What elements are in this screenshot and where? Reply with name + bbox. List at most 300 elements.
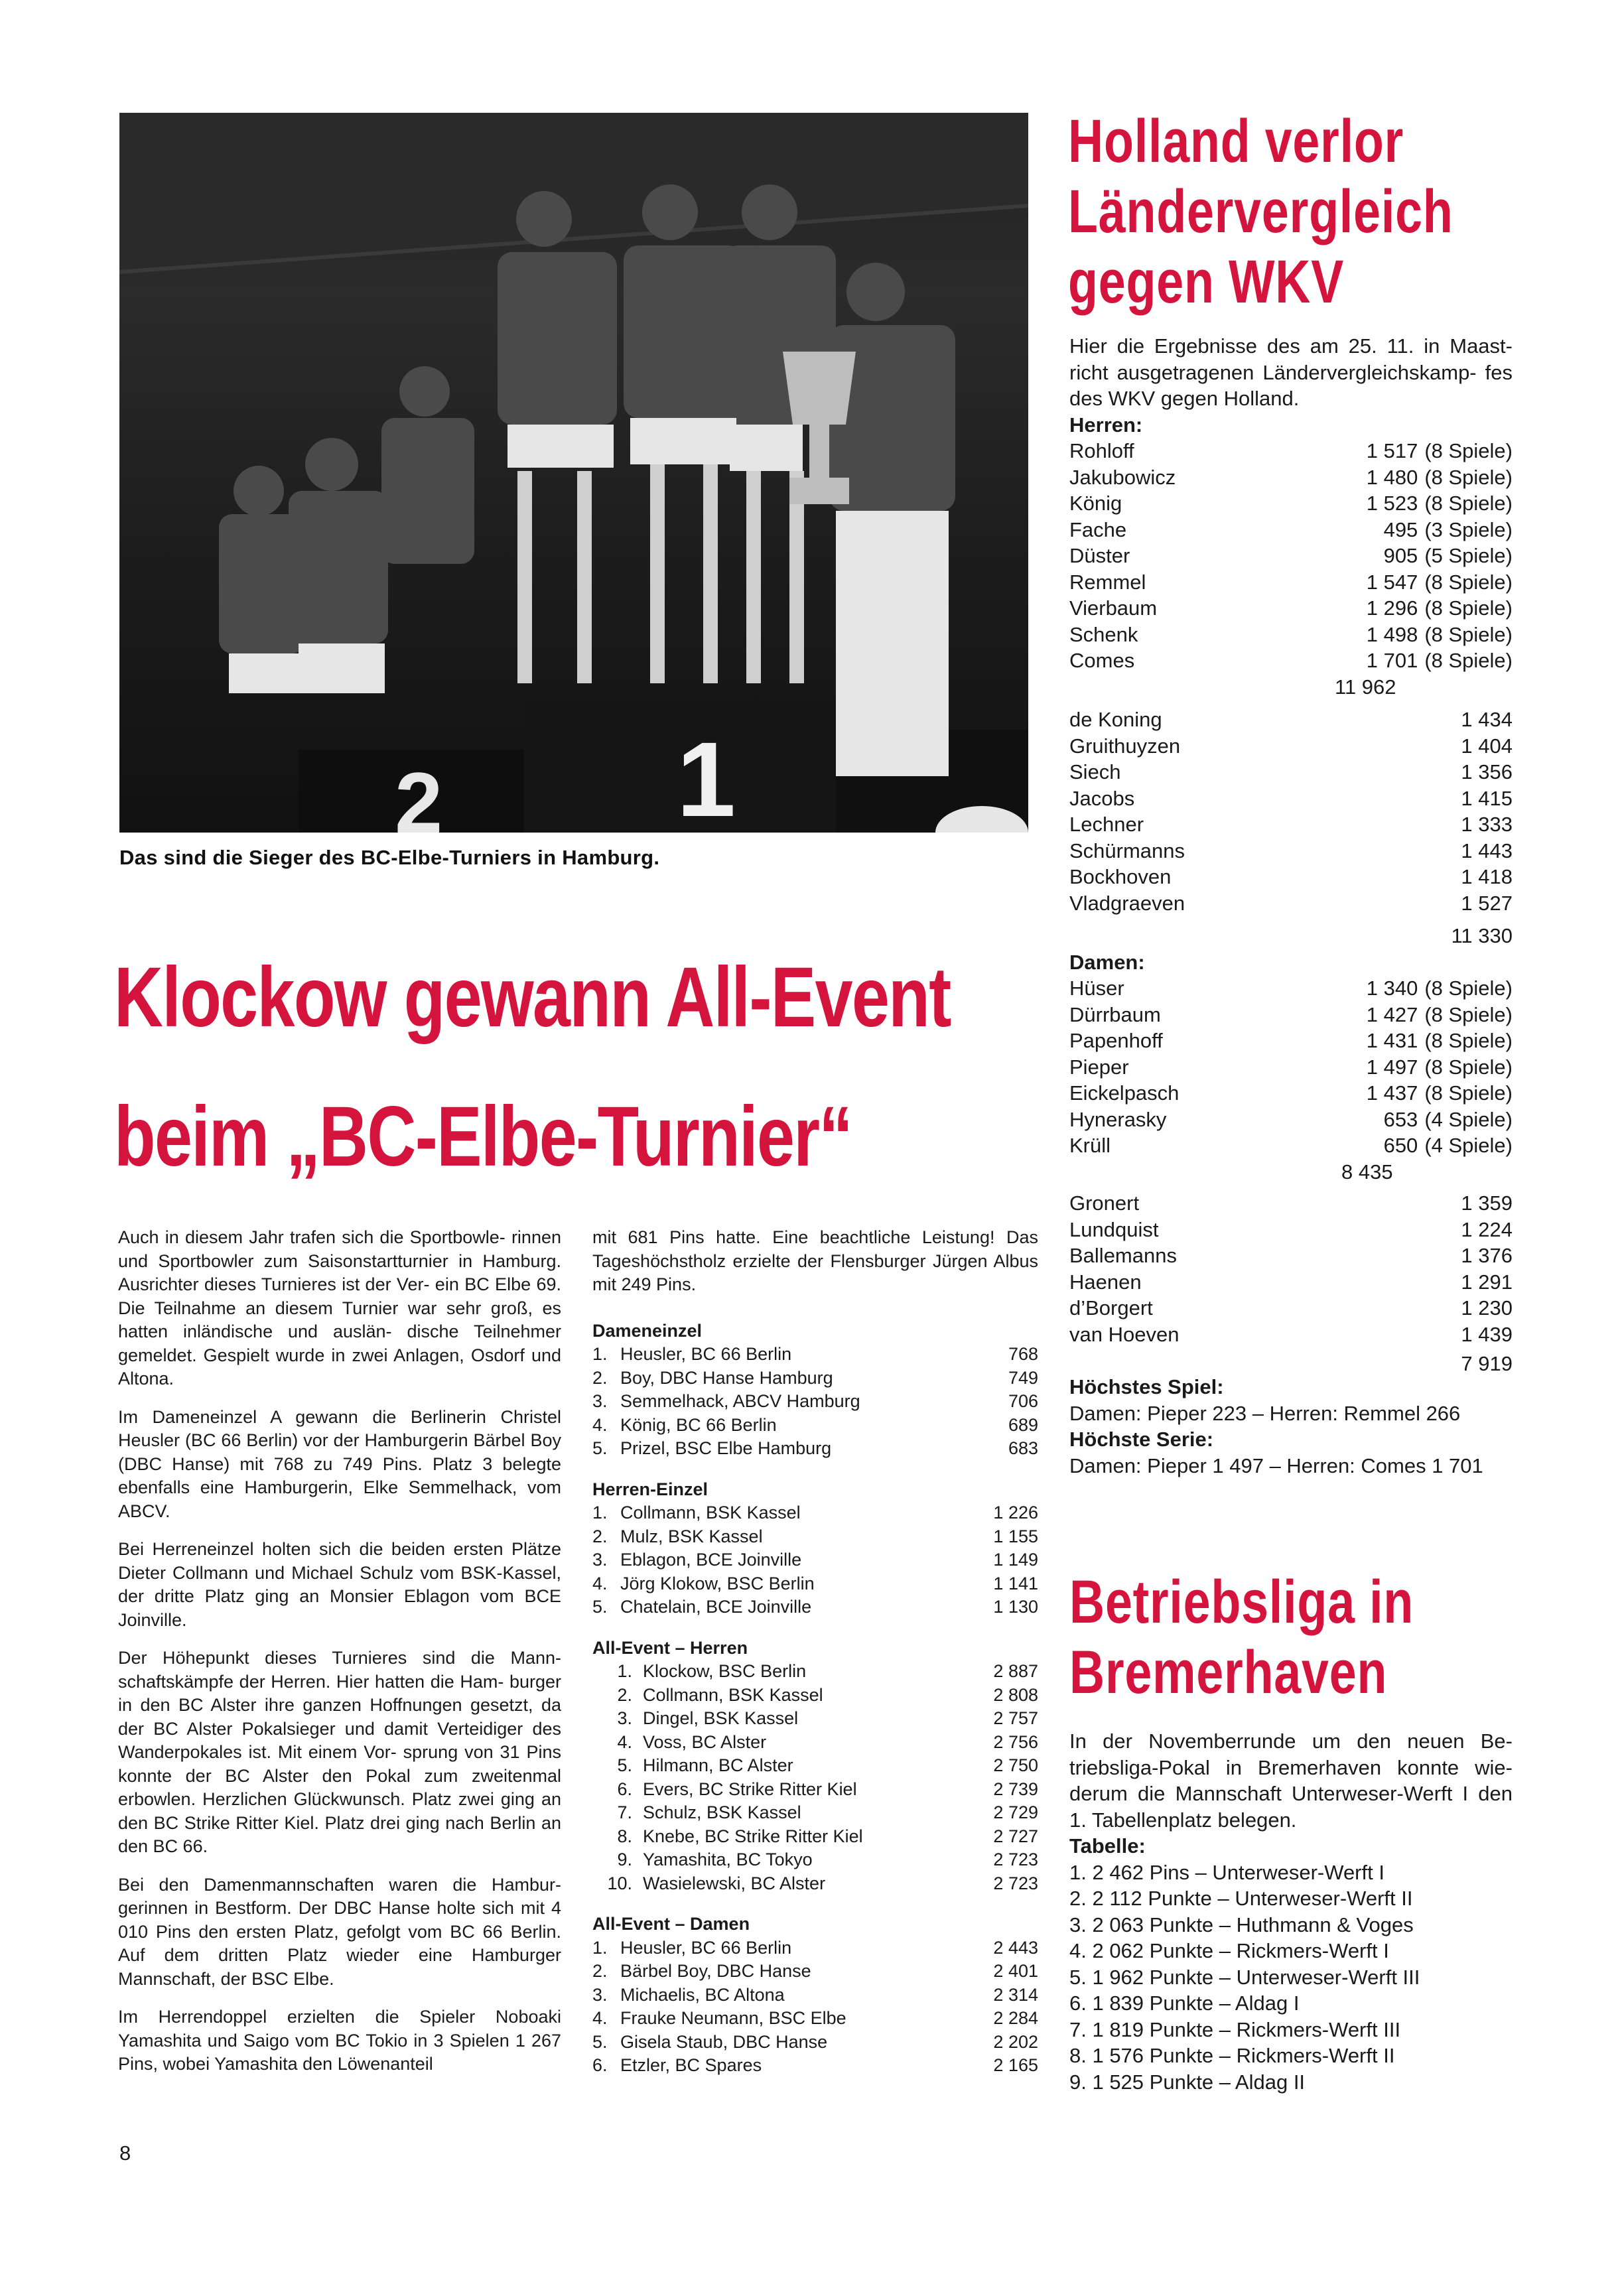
player-result — [1461, 811, 1513, 838]
results-rank: 5. — [617, 1755, 632, 1775]
headline-betriebsliga-line: Bremerhaven — [1069, 1639, 1388, 1706]
player-games: (8 Spiele) — [1424, 465, 1513, 489]
player-row — [1069, 569, 1513, 596]
player-score: 1 437 — [1366, 1081, 1418, 1105]
herren-holland-table — [1069, 707, 1513, 916]
player-name: Haenen — [1069, 1270, 1142, 1294]
results-row — [592, 1660, 1038, 1684]
results-rank: 5. — [592, 1597, 608, 1617]
player-name: Bockhoven — [1069, 865, 1172, 888]
player-name: König — [1069, 492, 1122, 515]
results-rank: 3. — [617, 1708, 632, 1728]
player-result — [1351, 622, 1513, 648]
player-games: (8 Spiele) — [1424, 1055, 1513, 1079]
table-row: 9. 1 525 Punkte – Aldag II — [1069, 2070, 1306, 2094]
results-score: 2 723 — [993, 1850, 1038, 1869]
player-result — [1351, 1132, 1513, 1159]
results-score: 2 165 — [993, 2055, 1038, 2075]
headline-holland-line: gegen WKV — [1068, 248, 1345, 316]
player-games: (5 Spiele) — [1424, 544, 1513, 567]
results-name: Gisela Staub, DBC Hanse — [620, 2031, 828, 2052]
player-games: (4 Spiele) — [1424, 1107, 1513, 1131]
player-result — [1461, 1217, 1513, 1243]
results-row — [592, 1684, 1038, 1708]
player-row — [1069, 647, 1513, 674]
photo-caption: Das sind die Sieger des BC-Elbe-Turniers in Hamburg. — [119, 846, 660, 869]
player-games: (4 Spiele) — [1424, 1134, 1513, 1157]
player-score: 650 — [1383, 1134, 1418, 1157]
player-games: (8 Spiele) — [1424, 492, 1513, 515]
player-row — [1069, 975, 1513, 1002]
player-row — [1069, 622, 1513, 648]
table-row: 4. 2 062 Punkte – Rickmers-Werft I — [1069, 1939, 1389, 1962]
results-name: Etzler, BC Spares — [620, 2055, 762, 2075]
player-score: 1 415 — [1461, 786, 1513, 810]
results-name: König, BC 66 Berlin — [620, 1414, 777, 1435]
player-row — [1069, 1243, 1513, 1269]
results-row — [592, 1343, 1038, 1367]
player-name: Hüser — [1069, 977, 1124, 1000]
player-name: Gruithuyzen — [1069, 734, 1181, 758]
player-row — [1069, 1132, 1513, 1159]
player-name: Ballemanns — [1069, 1244, 1177, 1267]
player-row — [1069, 595, 1513, 622]
results-entry — [592, 1595, 811, 1619]
headline-betriebsliga — [1069, 1567, 1500, 1708]
results-name: Heusler, BC 66 Berlin — [620, 1344, 792, 1364]
player-result — [1351, 1002, 1513, 1028]
results-entry — [592, 1414, 777, 1438]
player-name: Rohloff — [1069, 439, 1134, 462]
player-score: 1 418 — [1461, 865, 1513, 888]
headline-klockow-line1: Klockow gewann All-Event — [114, 950, 951, 1045]
results-score: 2 756 — [993, 1731, 1038, 1752]
results-name: Collmann, BSK Kassel — [620, 1503, 801, 1522]
paragraph-continuation: mit 681 Pins hatte. Eine beachtliche Leistung! Das Tageshöchstholz erzielte der Flensburger Jürgen Albus mit 249 Pins. — [592, 1227, 1038, 1294]
results-name: Knebe, BC Strike Ritter Kiel — [643, 1826, 863, 1846]
results-entry — [592, 1731, 766, 1755]
headline-holland-line: Ländervergleich — [1068, 178, 1453, 245]
results-entry — [592, 1660, 806, 1684]
player-row — [1069, 1080, 1513, 1107]
results-score: 689 — [1008, 1414, 1038, 1435]
results-score: 2 443 — [993, 1937, 1038, 1958]
player-score: 1 404 — [1461, 734, 1513, 758]
results-entry — [592, 1872, 825, 1896]
player-row — [1069, 785, 1513, 812]
player-score: 1 434 — [1461, 708, 1513, 731]
results-entry — [592, 1390, 860, 1414]
tabelle-label: Tabelle: — [1069, 1834, 1146, 1857]
betriebsliga-intro: In der Novemberrunde um den neuen Be- triebsliga-Pokal in Bremerhaven konnte wie- derum die Mannschaft Unterweser-Werft I den 1. Tabellenplatz belegen. — [1069, 1729, 1513, 1832]
player-result — [1461, 785, 1513, 812]
results-name: Eblagon, BCE Joinville — [620, 1550, 802, 1570]
player-row — [1069, 707, 1513, 733]
player-result — [1461, 733, 1513, 760]
results-row — [592, 1437, 1038, 1461]
player-games: (8 Spiele) — [1424, 570, 1513, 594]
results-score: 2 314 — [993, 1984, 1038, 2005]
damen-holland-table — [1069, 1190, 1513, 1347]
paragraph: Bei den Damenmannschaften waren die Hambur- gerinnen in Bestform. Der DBC Hanse holte sich mit 4 010 Pins den ersten Platz, gefolgt vom BC 66 Berlin. Auf dem dritten Platz wieder eine Hamburger Mannschaft, der BSC Elbe. — [118, 1874, 561, 1989]
player-row — [1069, 733, 1513, 760]
paragraph: Im Herrendoppel erzielten die Spieler Noboaki Yamashita und Saigo vom BC Tokio in 3 Spielen 1 267 Pins, wobei Yamashita den Löwenanteil — [118, 2007, 561, 2074]
results-row — [592, 1984, 1038, 2007]
results-entry — [592, 2031, 827, 2055]
results-score: 2 401 — [993, 1961, 1038, 1981]
results-rank: 5. — [592, 2031, 608, 2052]
herren-label: Herren: — [1069, 413, 1143, 437]
results-entry — [592, 1984, 785, 2007]
results-row — [592, 1801, 1038, 1825]
table-row: 7. 1 819 Punkte – Rickmers-Werft III — [1069, 2017, 1401, 2041]
results-score: 2 202 — [993, 2031, 1038, 2052]
results-name: Klockow, BSC Berlin — [643, 1661, 807, 1681]
player-row — [1069, 890, 1513, 917]
player-score: 1 547 — [1366, 570, 1418, 594]
table-row: 2. 2 112 Punkte – Unterweser-Werft II — [1069, 1887, 1413, 1910]
results-name: Wasielewski, BC Alster — [643, 1873, 826, 1893]
damen-holland-total: 7 919 — [1461, 1352, 1513, 1375]
results-score: 2 727 — [993, 1826, 1038, 1846]
results-list-title: All-Event – Herren — [592, 1637, 748, 1658]
player-name: Vierbaum — [1069, 596, 1158, 620]
results-rank: 5. — [592, 1438, 608, 1458]
photo-illustration — [119, 113, 1028, 833]
player-name: Krüll — [1069, 1134, 1111, 1157]
results-rank: 9. — [617, 1850, 632, 1869]
player-result — [1461, 707, 1513, 733]
article-betriebsliga-body — [1069, 1728, 1513, 2095]
results-row — [592, 1707, 1038, 1731]
results-list-title: Herren-Einzel — [592, 1479, 708, 1499]
player-result — [1351, 464, 1513, 491]
results-row — [592, 2007, 1038, 2031]
player-score: 1 230 — [1461, 1296, 1513, 1319]
results-row — [592, 2031, 1038, 2055]
player-score: 1 517 — [1366, 439, 1418, 462]
player-games: (8 Spiele) — [1424, 1002, 1513, 1026]
results-entry — [592, 1848, 813, 1872]
results-entry — [592, 1936, 791, 1960]
player-result — [1351, 543, 1513, 569]
player-name: Gronert — [1069, 1191, 1140, 1215]
player-score: 1 340 — [1366, 977, 1418, 1000]
player-result — [1351, 595, 1513, 622]
results-score: 1 141 — [993, 1573, 1038, 1593]
player-name: d’Borgert — [1069, 1296, 1153, 1319]
results-score: 683 — [1008, 1438, 1038, 1458]
results-name: Voss, BC Alster — [643, 1731, 767, 1752]
hoechstes-spiel: Damen: Pieper 223 – Herren: Remmel 266 — [1069, 1401, 1461, 1425]
player-row — [1069, 1028, 1513, 1054]
player-result — [1351, 975, 1513, 1002]
results-name: Semmelhack, ABCV Hamburg — [620, 1391, 860, 1411]
herren-wkv-total: 11 962 — [1335, 675, 1396, 699]
results-score: 2 750 — [993, 1755, 1038, 1775]
player-score: 1 523 — [1366, 492, 1418, 515]
player-score: 1 291 — [1461, 1270, 1513, 1294]
article-klockow-body — [118, 1226, 561, 2091]
results-row — [592, 1572, 1038, 1596]
results-rank: 1. — [592, 1344, 608, 1364]
results-row — [592, 1367, 1038, 1390]
results-rank: 1. — [617, 1661, 632, 1681]
player-score: 1 427 — [1366, 1002, 1418, 1026]
player-result — [1351, 1080, 1513, 1107]
player-score: 1 356 — [1461, 760, 1513, 783]
player-score: 1 497 — [1366, 1055, 1418, 1079]
table-row: 6. 1 839 Punkte – Aldag I — [1069, 1992, 1300, 2015]
results-entry — [592, 1367, 833, 1390]
results-entry — [592, 1801, 801, 1825]
headline-holland — [1068, 106, 1550, 317]
player-name: Fache — [1069, 517, 1127, 541]
player-name: de Koning — [1069, 708, 1162, 731]
results-list-title: Dameneinzel — [592, 1320, 703, 1341]
player-result — [1351, 517, 1513, 543]
podium-label-2: 2 — [395, 754, 443, 833]
player-name: Eickelpasch — [1069, 1081, 1180, 1105]
results-score: 706 — [1008, 1391, 1038, 1411]
results-score: 1 130 — [993, 1597, 1038, 1617]
results-rank: 4. — [617, 1731, 632, 1752]
results-name: Jörg Klokow, BSC Berlin — [620, 1573, 815, 1593]
results-entry — [592, 2054, 762, 2078]
results-rank: 6. — [592, 2055, 608, 2075]
results-name: Yamashita, BC Tokyo — [643, 1850, 813, 1869]
player-result — [1351, 438, 1513, 464]
results-entry — [592, 1501, 801, 1525]
betriebsliga-table — [1069, 1859, 1513, 2096]
results-score: 2 808 — [993, 1684, 1038, 1705]
player-row — [1069, 1217, 1513, 1243]
player-games: (8 Spiele) — [1424, 596, 1513, 620]
results-rank: 2. — [592, 1961, 608, 1981]
player-name: Siech — [1069, 760, 1121, 783]
player-name: Comes — [1069, 649, 1135, 672]
player-score: 1 359 — [1461, 1191, 1513, 1215]
table-row: 1. 2 462 Pins – Unterweser-Werft I — [1069, 1860, 1384, 1884]
player-row — [1069, 838, 1513, 864]
results-row — [592, 1525, 1038, 1549]
player-games: (3 Spiele) — [1424, 517, 1513, 541]
results-rank: 2. — [592, 1526, 608, 1546]
results-entry — [592, 2007, 846, 2031]
results-entry — [592, 1437, 831, 1461]
player-row — [1069, 543, 1513, 569]
results-entry — [592, 1707, 798, 1731]
results-row — [592, 1936, 1038, 1960]
player-name: Jakubowicz — [1069, 465, 1176, 489]
winners-photo — [119, 113, 1028, 833]
results-entry — [592, 1778, 857, 1802]
headline-klockow-line2: beim „BC-Elbe-Turnier“ — [114, 1089, 852, 1184]
player-row — [1069, 517, 1513, 543]
player-row — [1069, 490, 1513, 517]
player-row — [1069, 759, 1513, 785]
results-row — [592, 1825, 1038, 1849]
results-rank: 7. — [617, 1802, 632, 1822]
player-name: Hynerasky — [1069, 1107, 1167, 1131]
results-row — [592, 1778, 1038, 1802]
player-result — [1351, 647, 1513, 674]
player-result — [1461, 1190, 1513, 1217]
results-rank: 1. — [592, 1503, 608, 1522]
damen-wkv-table — [1069, 975, 1513, 1159]
player-games: (8 Spiele) — [1424, 1029, 1513, 1052]
results-score: 2 723 — [993, 1873, 1038, 1893]
player-score: 1 431 — [1366, 1029, 1418, 1052]
results-row — [592, 1414, 1038, 1438]
player-row — [1069, 464, 1513, 491]
results-rank: 8. — [617, 1826, 632, 1846]
player-score: 1 443 — [1461, 839, 1513, 862]
results-entry — [592, 1525, 763, 1549]
results-score: 1 149 — [993, 1550, 1038, 1570]
results-list-title: All-Event – Damen — [592, 1914, 750, 1934]
results-score: 749 — [1008, 1367, 1038, 1388]
player-name: Schürmanns — [1069, 839, 1185, 862]
damen-wkv-total: 8 435 — [1341, 1160, 1393, 1183]
herren-wkv-table — [1069, 438, 1513, 674]
player-row — [1069, 811, 1513, 838]
results-rank: 3. — [592, 1391, 608, 1411]
page-number: 8 — [119, 2141, 131, 2165]
player-row — [1069, 1054, 1513, 1081]
table-row: 8. 1 576 Punkte – Rickmers-Werft II — [1069, 2044, 1395, 2067]
results-name: Frauke Neumann, BSC Elbe — [620, 2008, 846, 2028]
player-score: 905 — [1383, 544, 1418, 567]
player-result — [1351, 569, 1513, 596]
player-score: 1 498 — [1366, 622, 1418, 646]
holland-intro: Hier die Ergebnisse des am 25. 11. in Maast- richt ausgetragenen Ländervergleichskamp- fes des WKV gegen Holland. — [1069, 334, 1513, 410]
table-row: 5. 1 962 Punkte – Unterweser-Werft III — [1069, 1965, 1420, 1989]
player-row — [1069, 1295, 1513, 1321]
player-name: Dürrbaum — [1069, 1002, 1161, 1026]
paragraph: Im Dameneinzel A gewann die Berlinerin Christel Heusler (BC 66 Berlin) vor der Hamburgerin Bärbel Boy (DBC Hanse) mit 768 zu 749 Pins. Platz 3 belegte ebenfalls eine Hamburgerin, Elke Semmelhack, vom ABCV. — [118, 1406, 561, 1521]
herren-holland-total: 11 330 — [1451, 924, 1513, 947]
results-rank: 3. — [592, 1550, 608, 1570]
player-name: Vladgraeven — [1069, 891, 1185, 915]
results-row — [592, 1595, 1038, 1619]
results-row — [592, 1872, 1038, 1896]
headline-holland-line: Holland verlor — [1068, 107, 1404, 175]
results-rank: 2. — [617, 1684, 632, 1705]
results-name: Chatelain, BCE Joinville — [620, 1597, 812, 1617]
results-entry — [592, 1343, 791, 1367]
table-row: 3. 2 063 Punkte – Huthmann & Voges — [1069, 1913, 1414, 1936]
player-result — [1461, 1321, 1513, 1348]
results-name: Boy, DBC Hanse Hamburg — [620, 1367, 833, 1388]
player-score: 1 224 — [1461, 1217, 1513, 1241]
player-result — [1351, 1107, 1513, 1133]
hoechste-serie: Damen: Pieper 1 497 – Herren: Comes 1 701 — [1069, 1453, 1483, 1477]
damen-label: Damen: — [1069, 950, 1145, 974]
player-name: van Hoeven — [1069, 1322, 1180, 1346]
paragraph: Auch in diesem Jahr trafen sich die Sportbowle- rinnen und Sportbowler zum Saisonstartturnier in Hamburg. Ausrichter dieses Turnieres ist der Ver- ein BC Elbe 69. Die Teilnahme an diesem Turnier war sehr groß, es hatten inländische und auslän- dische Teilnehmer gemeldet. Gespielt wurde in zwei Anlagen, Osdorf und Altona. — [118, 1227, 561, 1388]
player-name: Lechner — [1069, 813, 1144, 836]
results-name: Bärbel Boy, DBC Hanse — [620, 1961, 811, 1981]
player-result — [1351, 1028, 1513, 1054]
player-row — [1069, 1269, 1513, 1296]
hoechste-serie-label: Höchste Serie: — [1069, 1428, 1214, 1451]
results-entry — [592, 1754, 793, 1778]
player-result — [1461, 838, 1513, 864]
results-name: Collmann, BSK Kassel — [643, 1684, 823, 1705]
player-name: Düster — [1069, 544, 1130, 567]
player-name: Jacobs — [1069, 786, 1135, 810]
results-name: Michaelis, BC Altona — [620, 1984, 785, 2005]
player-row — [1069, 438, 1513, 464]
player-score: 1 296 — [1366, 596, 1418, 620]
results-score: 2 757 — [993, 1708, 1038, 1728]
results-rank: 1. — [592, 1937, 608, 1958]
results-row — [592, 1731, 1038, 1755]
results-row — [592, 1390, 1038, 1414]
results-row — [592, 2054, 1038, 2078]
player-score: 1 333 — [1461, 813, 1513, 836]
results-rank: 10. — [607, 1873, 632, 1893]
player-result — [1461, 1269, 1513, 1296]
player-score: 1 439 — [1461, 1322, 1513, 1346]
results-row — [592, 1501, 1038, 1525]
podium-label-1: 1 — [677, 720, 736, 833]
player-games: (8 Spiele) — [1424, 1081, 1513, 1105]
player-games: (8 Spiele) — [1424, 439, 1513, 462]
results-score: 2 887 — [993, 1661, 1038, 1681]
results-entry — [592, 1825, 863, 1849]
player-games: (8 Spiele) — [1424, 622, 1513, 646]
results-entry — [592, 1960, 811, 1984]
player-result — [1461, 759, 1513, 785]
player-name: Pieper — [1069, 1055, 1129, 1079]
results-rank: 4. — [592, 2008, 608, 2028]
player-result — [1461, 864, 1513, 890]
results-score: 1 155 — [993, 1526, 1038, 1546]
results-entry — [592, 1684, 823, 1708]
player-score: 1 701 — [1366, 649, 1418, 672]
player-name: Papenhoff — [1069, 1029, 1163, 1052]
hoechstes-spiel-label: Höchstes Spiel: — [1069, 1375, 1224, 1398]
results-name: Schulz, BSK Kassel — [643, 1802, 801, 1822]
player-row — [1069, 864, 1513, 890]
results-name: Dingel, BSK Kassel — [643, 1708, 799, 1728]
results-entry — [592, 1548, 801, 1572]
results-score: 2 284 — [993, 2008, 1038, 2028]
player-row — [1069, 1190, 1513, 1217]
results-score: 2 729 — [993, 1802, 1038, 1822]
player-result — [1461, 890, 1513, 917]
player-score: 1 376 — [1461, 1244, 1513, 1267]
player-row — [1069, 1107, 1513, 1133]
player-name: Remmel — [1069, 570, 1146, 594]
results-score: 2 739 — [993, 1779, 1038, 1799]
player-score: 495 — [1383, 517, 1418, 541]
player-result — [1461, 1295, 1513, 1321]
player-name: Schenk — [1069, 622, 1138, 646]
results-score: 768 — [1008, 1344, 1038, 1364]
player-games: (8 Spiele) — [1424, 649, 1513, 672]
article-holland-body — [1069, 333, 1513, 1479]
player-score: 1 527 — [1461, 891, 1513, 915]
paragraph: Bei Herreneinzel holten sich die beiden ersten Plätze Dieter Collmann und Michael Schulz vom BSK-Kassel, der dritte Platz ging an Monsier Eblagon vom BCE Joinville. — [118, 1539, 561, 1630]
player-result — [1351, 490, 1513, 517]
results-rank: 4. — [592, 1414, 608, 1435]
results-row — [592, 1960, 1038, 1984]
results-row — [592, 1848, 1038, 1872]
results-name: Evers, BC Strike Ritter Kiel — [643, 1779, 857, 1799]
